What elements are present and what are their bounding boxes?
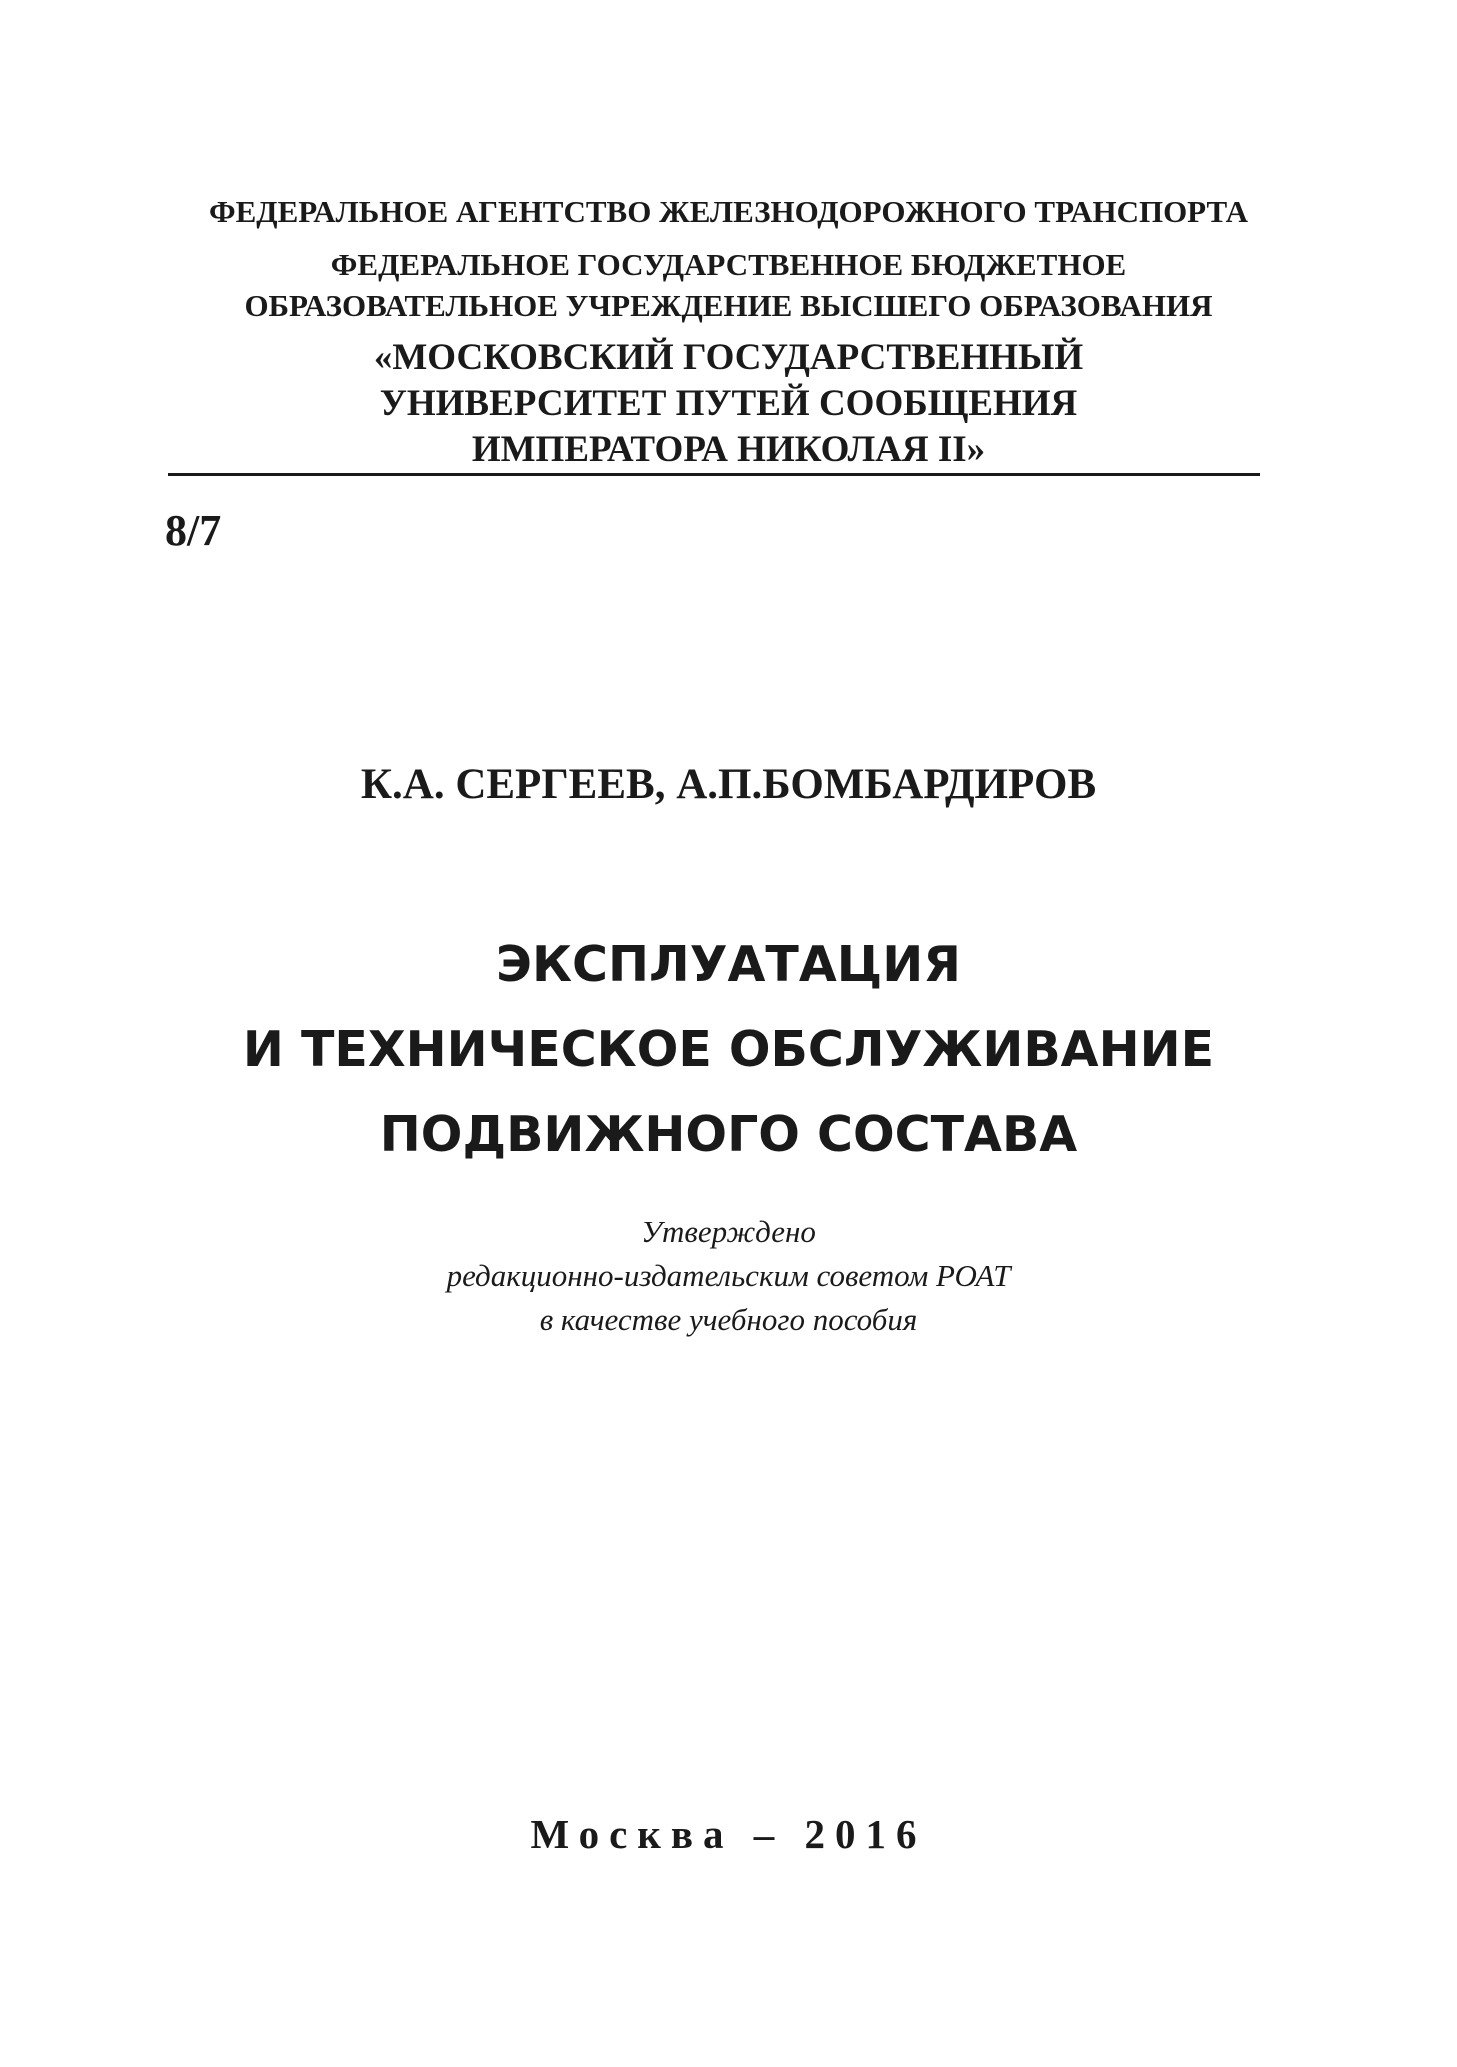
institution-line-1: ФЕДЕРАЛЬНОЕ ГОСУДАРСТВЕННОЕ БЮДЖЕТНОЕ xyxy=(330,247,1127,282)
header-divider xyxy=(168,473,1260,476)
approval-line-3: в качестве учебного пособия xyxy=(539,1302,918,1337)
agency-name: ФЕДЕРАЛЬНОЕ АГЕНТСТВО ЖЕЛЕЗНОДОРОЖНОГО ТРАНСПОРТА xyxy=(208,194,1249,229)
book-title-line-1: ЭКСПЛУАТАЦИЯ xyxy=(496,936,961,993)
university-line-2: УНИВЕРСИТЕТ ПУТЕЙ СООБЩЕНИЯ xyxy=(379,383,1078,424)
book-title xyxy=(0,922,1457,1177)
approval-line-2: редакционно-издательским советом РОАТ xyxy=(446,1258,1011,1293)
university-name xyxy=(0,335,1457,473)
catalog-code: 8/7 xyxy=(165,506,222,555)
approval-line-1: Утверждено xyxy=(641,1214,816,1249)
institution-line-2: ОБРАЗОВАТЕЛЬНОЕ УЧРЕЖДЕНИЕ ВЫСШЕГО ОБРАЗОВАНИЯ xyxy=(244,288,1213,323)
authors: К.А. СЕРГЕЕВ, А.П.БОМБАРДИРОВ xyxy=(360,761,1097,808)
book-title-line-3: ПОДВИЖНОГО СОСТАВА xyxy=(379,1106,1078,1163)
approval-note xyxy=(0,1210,1457,1342)
imprint-city-year: Москва – 2016 xyxy=(530,1811,927,1857)
university-line-3: ИМПЕРАТОРА НИКОЛАЯ II» xyxy=(471,429,986,470)
book-title-line-2: И ТЕХНИЧЕСКОЕ ОБСЛУЖИВАНИЕ xyxy=(242,1021,1215,1078)
university-line-1: «МОСКОВСКИЙ ГОСУДАРСТВЕННЫЙ xyxy=(373,337,1084,378)
